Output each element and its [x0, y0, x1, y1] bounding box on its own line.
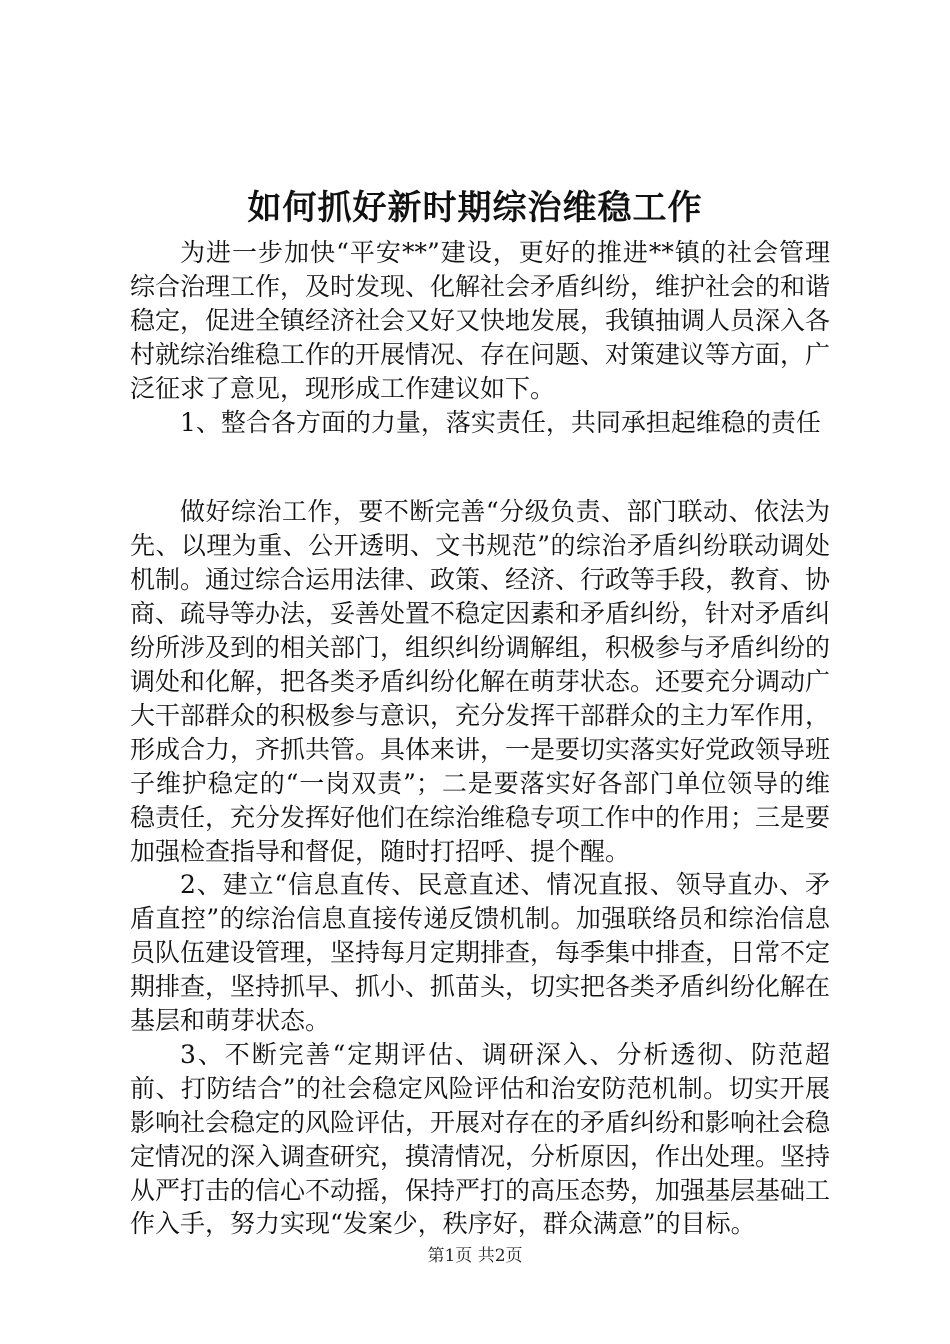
intro-paragraph: 为进一步加快“平安**”建设，更好的推进**镇的社会管理综合治理工作，及时发现、化解社会矛盾纠纷，维护社会的和谐稳定，促进全镇经济社会又好又快地发展，我镇抽调人员深入各村就综治维稳工作的开展情况、存在问题、对策建议等方面，广泛征求了意见，现形成工作建议如下。 [130, 238, 831, 403]
section-3-paragraph: 3、不断完善“定期评估、调研深入、分析透彻、防范超前、打防结合”的社会稳定风险评估和治安防范机制。切实开展影响社会稳定的风险评估，开展对存在的矛盾纠纷和影响社会稳定情况的深入调查研究，摸清情况，分析原因，作出处理。坚持从严打击的信心不动摇，保持严打的高压态势，加强基层基础工作入手，努力实现“发案少，秩序好，群众满意”的目标。 [130, 1039, 831, 1239]
section-heading-1: 1、整合各方面的力量，落实责任，共同承担起维稳的责任 [180, 407, 821, 437]
section-1-paragraph: 做好综治工作，要不断完善“分级负责、部门联动、依法为先、以理为重、公开透明、文书规范”的综治矛盾纠纷联动调处机制。通过综合运用法律、政策、经济、行政等手段，教育、协商、疏导等办法，妥善处置不稳定因素和矛盾纠纷，针对矛盾纠纷所涉及到的相关部门，组织纠纷调解组，积极参与矛盾纠纷的调处和化解，把各类矛盾纠纷化解在萌芽状态。还要充分调动广大干部群众的积极参与意识，充分发挥干部群众的主力军作用，形成合力，齐抓共管。具体来讲，一是要切实落实好党政领导班子维护稳定的“一岗双责”；二是要落实好各部门单位领导的维稳责任，充分发挥好他们在综治维稳专项工作中的作用；三是要加强检查指导和督促，随时打招呼、提个醒。 [130, 497, 831, 866]
document-body [130, 236, 830, 1241]
section-2-paragraph: 2、建立“信息直传、民意直述、情况直报、领导直办、矛盾直控”的综治信息直接传递反馈机制。加强联络员和综治信息员队伍建设管理，坚持每月定期排查，每季集中排查，日常不定期排查，坚持抓早、抓小、抓苗头，切实把各类矛盾纠纷化解在基层和萌芽状态。 [130, 870, 831, 1036]
paragraph-gap [130, 439, 830, 495]
document-title: 如何抓好新时期综治维稳工作 [247, 188, 703, 228]
page-number-footer: 第1页 共2页 [427, 1246, 523, 1266]
